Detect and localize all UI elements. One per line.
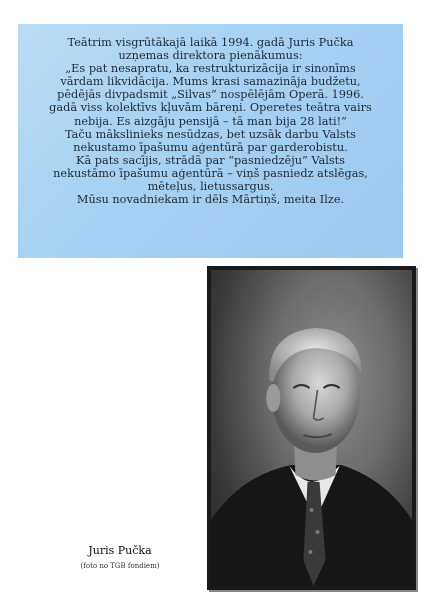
- article-line-5: pēdējās divpadsmit „Silvas” nospēlējām Operā. 1996.: [57, 88, 364, 102]
- article-line-12: mēteļus, lietussargus.: [147, 180, 274, 194]
- photo-caption-credit: (foto no TGB fondiem): [80, 562, 160, 570]
- article-line-2: uzņemas direktora pienākumus:: [118, 49, 303, 63]
- portrait-photo: [211, 270, 412, 586]
- portrait-photo-frame: [207, 266, 416, 590]
- photo-caption-name: Juris Pučka: [88, 544, 152, 557]
- article-line-9: nekustamo īpašumu aģentūrā par garderobistu.: [73, 140, 348, 154]
- article-line-11: nekustāmo īpašumu aģentūrā – viņš pasniedz atslēgas,: [53, 166, 368, 180]
- article-line-8: Taču mākslinieks nesūdzas, bet uzsāk darbu Valsts: [65, 127, 356, 141]
- article-line-3: „Es pat nesapratu, ka restrukturizācija ir sinonīms: [65, 62, 356, 76]
- article-line-1: Teātrim visgrūtākajā laikā 1994. gadā Juris Pučka: [67, 36, 354, 49]
- portrait-illustration: [211, 270, 412, 586]
- article-line-4: vārdam likvidācija. Mums krasi samazināja budžetu,: [60, 75, 361, 89]
- ear: [266, 384, 280, 412]
- article-line-10: Kā pats sacījis, strādā par “pasniedzēju” Valsts: [76, 153, 345, 167]
- article-line-7: nebija. Es aizgāju pensijā – tā man bija 28 lati!”: [74, 114, 347, 128]
- article-text-panel: [18, 24, 403, 258]
- article-closing-line: Mūsu novadniekam ir dēls Mārtiņš, meita Ilze.: [76, 193, 345, 207]
- article-line-6: gadā viss kolektīvs kļuvām bāreņi. Operetes teātra vairs: [49, 101, 372, 115]
